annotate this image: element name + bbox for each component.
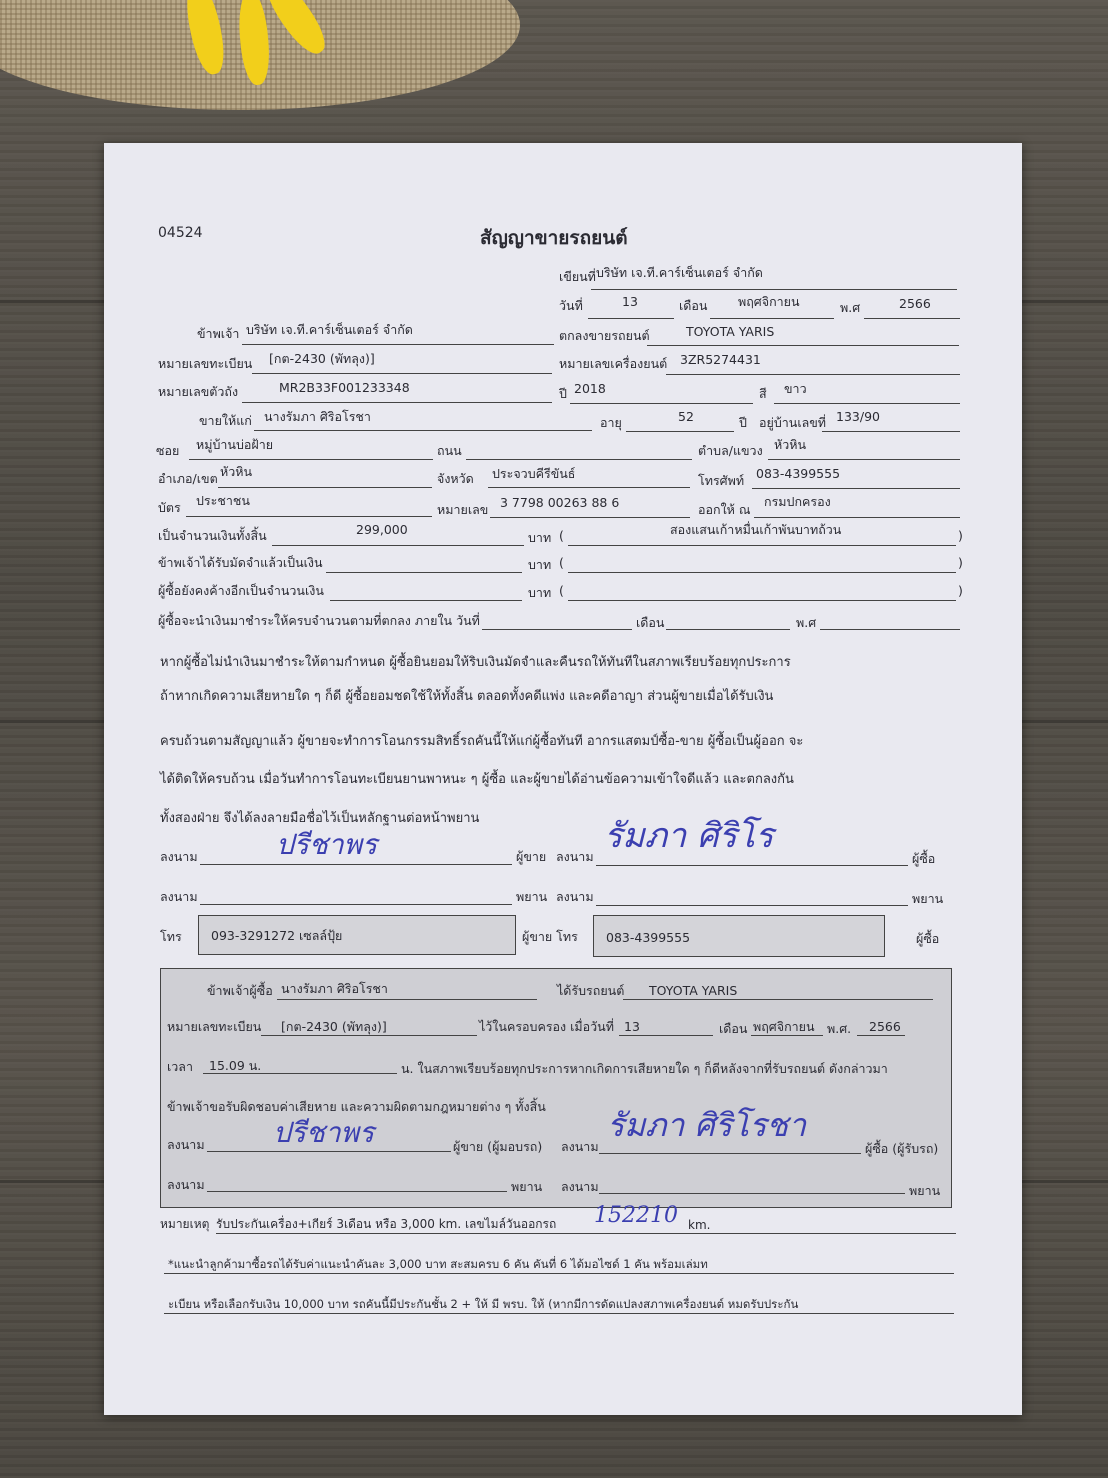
house-value: 133/90 [836,409,880,424]
chassis-line [242,402,552,403]
sell-to-label: ขายให้แก่ [199,413,252,428]
remarks-label: หมายเหตุ [160,1217,210,1231]
buyer-phone-value: 083-4399555 [606,930,691,945]
buyer-name-value: นางรัมภา ศิริอโรชา [264,409,371,424]
referral-note-2: ะเบียน หรือเลือกรับเงิน 10,000 บาท รถคันนี้มีประกันชั้น 2 + ให้ มี พรบ. ให้ (หากมีการดัดแปลงสภาพเครื่องยนต์ หมดรับประกัน [168,1297,799,1311]
receipt-buyer-sign-label: ลงนาม [561,1139,599,1154]
receipt-time-label: เวลา [167,1059,193,1074]
chassis-value: MR2B33F001233348 [279,380,410,395]
year-label: พ.ศ [840,300,861,315]
referral-note-line-1 [164,1273,954,1274]
receipt-received-label: ได้รับรถยนต์ [557,983,625,998]
receipt-possession-label: ไว้ในครอบครอง เมื่อวันที่ [479,1019,614,1034]
baht-label-3: บาท [528,585,552,600]
witness1-sign-line [200,904,512,905]
paren-open: ( [559,528,564,543]
owner-line [242,344,554,345]
terms-line-1: หากผู้ซื้อไม่นำเงินมาชำระให้ตามกำหนด ผู้ซื้อยินยอมให้ริบเงินมัดจำและคืนรถให้ทันทีในสภาพเรียบร้อยทุกประการ [160,655,791,670]
phone-row-label: โทร [160,929,182,944]
total-words-value: สองแสนเก้าหมื่นเก้าพันบาทถ้วน [670,522,842,537]
witness2-sign-line [596,905,908,906]
buyer-name-line [254,430,592,431]
color-label: สี [759,386,767,401]
month-value: พฤศจิกายน [738,294,800,309]
seller-sign-label: ลงนาม [160,849,198,864]
year-line [864,318,960,319]
subdistrict-line [768,459,960,460]
house-line [822,431,960,432]
deposit-label: ข้าพเจ้าได้รับมัดจำแล้วเป็นเงิน [158,555,323,570]
card-value: ประชาชน [196,493,250,508]
baht-label-2: บาท [528,557,552,572]
buyer-signature: รัมภา ศิริโร [604,816,774,856]
receipt-day-value: 13 [624,1019,640,1034]
buyer-sign-line [596,865,908,866]
paren-close: ) [958,528,963,543]
referral-note-1: *แนะนำลูกค้ามาซื้อรถได้รับค่าแนะนำคันละ 3,000 บาท สะสมครบ 6 คัน คันที่ 6 ได้มอไซด์ 1 คัน พร้อมเล่มท [168,1257,708,1271]
age-line [626,431,734,432]
subdistrict-label: ตำบล/แขวง [698,443,763,458]
province-value: ประจวบคีรีขันธ์ [492,466,576,481]
deposit-words-line [568,572,956,573]
vehicle-receipt-section [160,968,952,1208]
paren-close-2: ) [958,555,963,570]
district-value: หัวหิน [220,464,253,479]
paren-open-3: ( [559,583,564,598]
engine-line [666,374,960,375]
soi-value: หมู่บ้านบ่อฝ้าย [196,437,274,452]
witness1-role: พยาน [516,889,548,904]
receipt-witness1-sign-line [207,1191,507,1192]
seller-role: ผู้ขาย [516,849,547,864]
receipt-plate-value: [กต-2430 (พัทลุง)] [281,1019,387,1034]
remaining-label: ผู้ซื้อยังคงค้างอีกเป็นจำนวนเงิน [158,583,324,598]
terms-line-3: ครบถ้วนตามสัญญาแล้ว ผู้ขายจะทำการโอนกรรมสิทธิ์รถคันนี้ให้แก่ผู้ซื้อทันที อากรแสตมป์ซื้อ-ขาย ผู้ซื้อเป็นผู้ออก จะ [160,734,804,749]
witness2-role: พยาน [912,891,944,906]
paren-open-2: ( [559,555,564,570]
color-value: ขาว [784,381,807,396]
due-month-label: เดือน [636,615,665,630]
day-value: 13 [622,294,638,309]
terms-line-2: ถ้าหากเกิดความเสียหายใด ๆ ก็ดี ผู้ซื้อยอมชดใช้ให้ทั้งสิ้น ตลอดทั้งคดีแพ่ง และคดีอาญา ส่วนผู้ขายเมื่อได้รับเงิน [160,689,774,704]
road-line [466,459,692,460]
document-title: สัญญาขายรถยนต์ [480,227,628,249]
age-unit: ปี [739,415,747,430]
due-month-line [666,629,790,630]
receipt-buyer-role: ผู้ซื้อ (ผู้รับรถ) [865,1141,939,1156]
referral-note-line-2 [164,1313,954,1314]
receipt-witness2-sign-line [599,1193,905,1194]
due-label: ผู้ซื้อจะนำเงินมาชำระให้ครบจำนวนตามที่ตกลง ภายใน วันที่ [158,613,480,628]
remarks-line [216,1233,956,1234]
soi-label: ซอย [156,443,180,458]
phone-line [752,488,960,489]
color-line [774,403,960,404]
baht-label: บาท [528,530,552,545]
day-line [588,318,674,319]
total-line [272,545,524,546]
agree-label: ตกลงขายรถยนต์ [559,328,650,343]
issued-by-label: ออกให้ ณ [698,502,751,517]
district-label: อำเภอ/เขต [158,471,218,486]
sales-contract-paper [104,143,1022,1415]
province-label: จังหวัด [437,471,474,486]
remarks-mileage-unit: km. [688,1218,711,1232]
buyer-sign-label: ลงนาม [556,849,594,864]
district-line [218,487,432,488]
due-year-label: พ.ศ [796,615,817,630]
receipt-plate-line [261,1035,477,1036]
receipt-model-line [623,999,933,1000]
card-line [186,516,432,517]
receipt-time-line [203,1073,397,1074]
remarks-warranty: รับประกันเครื่อง+เกียร์ 3เดือน หรือ 3,000 km. เลขไมล์วันออกรถ [216,1217,557,1231]
receipt-year-value: 2566 [869,1019,901,1034]
receipt-model-value: TOYOTA YARIS [649,983,738,998]
vehicle-year-value: 2018 [574,381,606,396]
owner-value: บริษัท เจ.ที.คาร์เซ็นเตอร์ จำกัด [246,322,413,337]
age-label: อายุ [600,415,622,430]
total-words-line [568,545,956,546]
receipt-buyer-label: ข้าพเจ้าผู้ซื้อ [207,983,273,998]
document-number: 04524 [158,225,203,241]
vehicle-year-line [570,403,753,404]
card-no-value: 3 7798 00263 88 6 [500,495,620,510]
plate-line [252,373,552,374]
soi-line [189,459,433,460]
road-label: ถนน [437,443,462,458]
year-value: 2566 [899,296,931,311]
seller-phone-box [198,915,516,955]
province-line [488,487,690,488]
receipt-year-label: พ.ศ. [827,1021,852,1036]
plate-label: หมายเลขทะเบียน [158,356,253,371]
issued-by-value: กรมปกครอง [764,494,831,509]
receipt-witness1-sign-label: ลงนาม [167,1177,205,1192]
model-value: TOYOTA YARIS [686,324,775,339]
remarks-mileage: 152210 [594,1203,678,1228]
receipt-responsibility: ข้าพเจ้าขอรับผิดชอบค่าเสียหาย และความผิดตามกฎหมายต่าง ๆ ทั้งสิ้น [167,1099,546,1114]
total-value: 299,000 [356,522,408,537]
due-day-line [482,629,632,630]
owner-label: ข้าพเจ้า [197,326,240,341]
receipt-buyer-value: นางรัมภา ศิริอโรชา [281,981,388,996]
receipt-seller-signature: ปรีชาพร [273,1116,375,1149]
age-value: 52 [678,409,694,424]
subdistrict-value: หัวหิน [774,437,807,452]
house-label: อยู่บ้านเลขที่ [759,415,827,430]
receipt-witness2-role: พยาน [909,1183,941,1198]
month-label: เดือน [679,298,708,313]
remaining-words-line [568,600,956,601]
receipt-seller-role: ผู้ขาย (ผู้มอบรถ) [453,1139,543,1154]
buyer-role: ผู้ซื้อ [912,851,936,866]
date-label: วันที่ [559,298,583,313]
receipt-day-line [619,1035,713,1036]
card-no-label: หมายเลข [437,502,489,517]
seller-signature: ปรีชาพร [276,828,378,861]
receipt-time-value: 15.09 น. [209,1058,262,1073]
phone-value: 083-4399555 [756,466,841,481]
plate-value: [กต-2430 (พัทลุง)] [269,351,375,366]
month-line [710,318,834,319]
chassis-label: หมายเลขตัวถัง [158,384,239,399]
receipt-month-label: เดือน [719,1021,748,1036]
seller-phone-value: 093-3291272 เซลล์ปุ้ย [211,928,343,943]
receipt-witness1-role: พยาน [511,1179,543,1194]
receipt-buyer-sign-line [599,1153,861,1154]
remaining-line [330,600,522,601]
phone-label: โทรศัพท์ [698,473,745,488]
written-at-label: เขียนที่ [559,269,596,284]
engine-value: 3ZR5274431 [680,352,761,367]
total-label: เป็นจำนวนเงินทั้งสิ้น [158,528,267,543]
model-line [647,345,959,346]
written-at-line [591,289,957,290]
card-no-line [490,517,690,518]
written-at-value: บริษัท เจ.ที.คาร์เซ็นเตอร์ จำกัด [596,265,763,280]
receipt-seller-sign-line [207,1151,451,1152]
seller-phone-role: ผู้ขาย โทร [522,929,578,944]
buyer-phone-box [593,915,885,957]
receipt-time-suffix: น. ในสภาพเรียบร้อยทุกประการหากเกิดการเสียหายใด ๆ ก็ดีหลังจากที่รับรถยนต์ ดังกล่าวมา [401,1061,888,1076]
receipt-plate-label: หมายเลขทะเบียน [167,1019,262,1034]
receipt-witness2-sign-label: ลงนาม [561,1179,599,1194]
engine-label: หมายเลขเครื่องยนต์ [559,356,668,371]
issued-by-line [754,517,960,518]
receipt-year-line [857,1035,905,1036]
receipt-buyer-line [277,999,537,1000]
receipt-month-line [751,1035,823,1036]
terms-line-4: ได้ติดให้ครบถ้วน เมื่อวันทำการโอนทะเบียนยานพาหนะ ๆ ผู้ซื้อ และผู้ขายได้อ่านข้อความเข้าใจดีแล้ว และตกลงกัน [160,772,794,787]
receipt-month-value: พฤศจิกายน [753,1019,815,1034]
buyer-phone-role: ผู้ซื้อ [916,931,940,946]
witness1-sign-label: ลงนาม [160,889,198,904]
vehicle-year-label: ปี [559,386,567,401]
terms-line-5: ทั้งสองฝ่าย จึงได้ลงลายมือชื่อไว้เป็นหลักฐานต่อหน้าพยาน [160,811,480,826]
witness2-sign-label: ลงนาม [556,889,594,904]
receipt-buyer-signature: รัมภา ศิริโรชา [607,1106,807,1144]
receipt-seller-sign-label: ลงนาม [167,1137,205,1152]
card-label: บัตร [158,500,181,515]
paren-close-3: ) [958,583,963,598]
deposit-line [326,572,522,573]
due-year-line [820,629,960,630]
seller-sign-line [200,864,512,865]
